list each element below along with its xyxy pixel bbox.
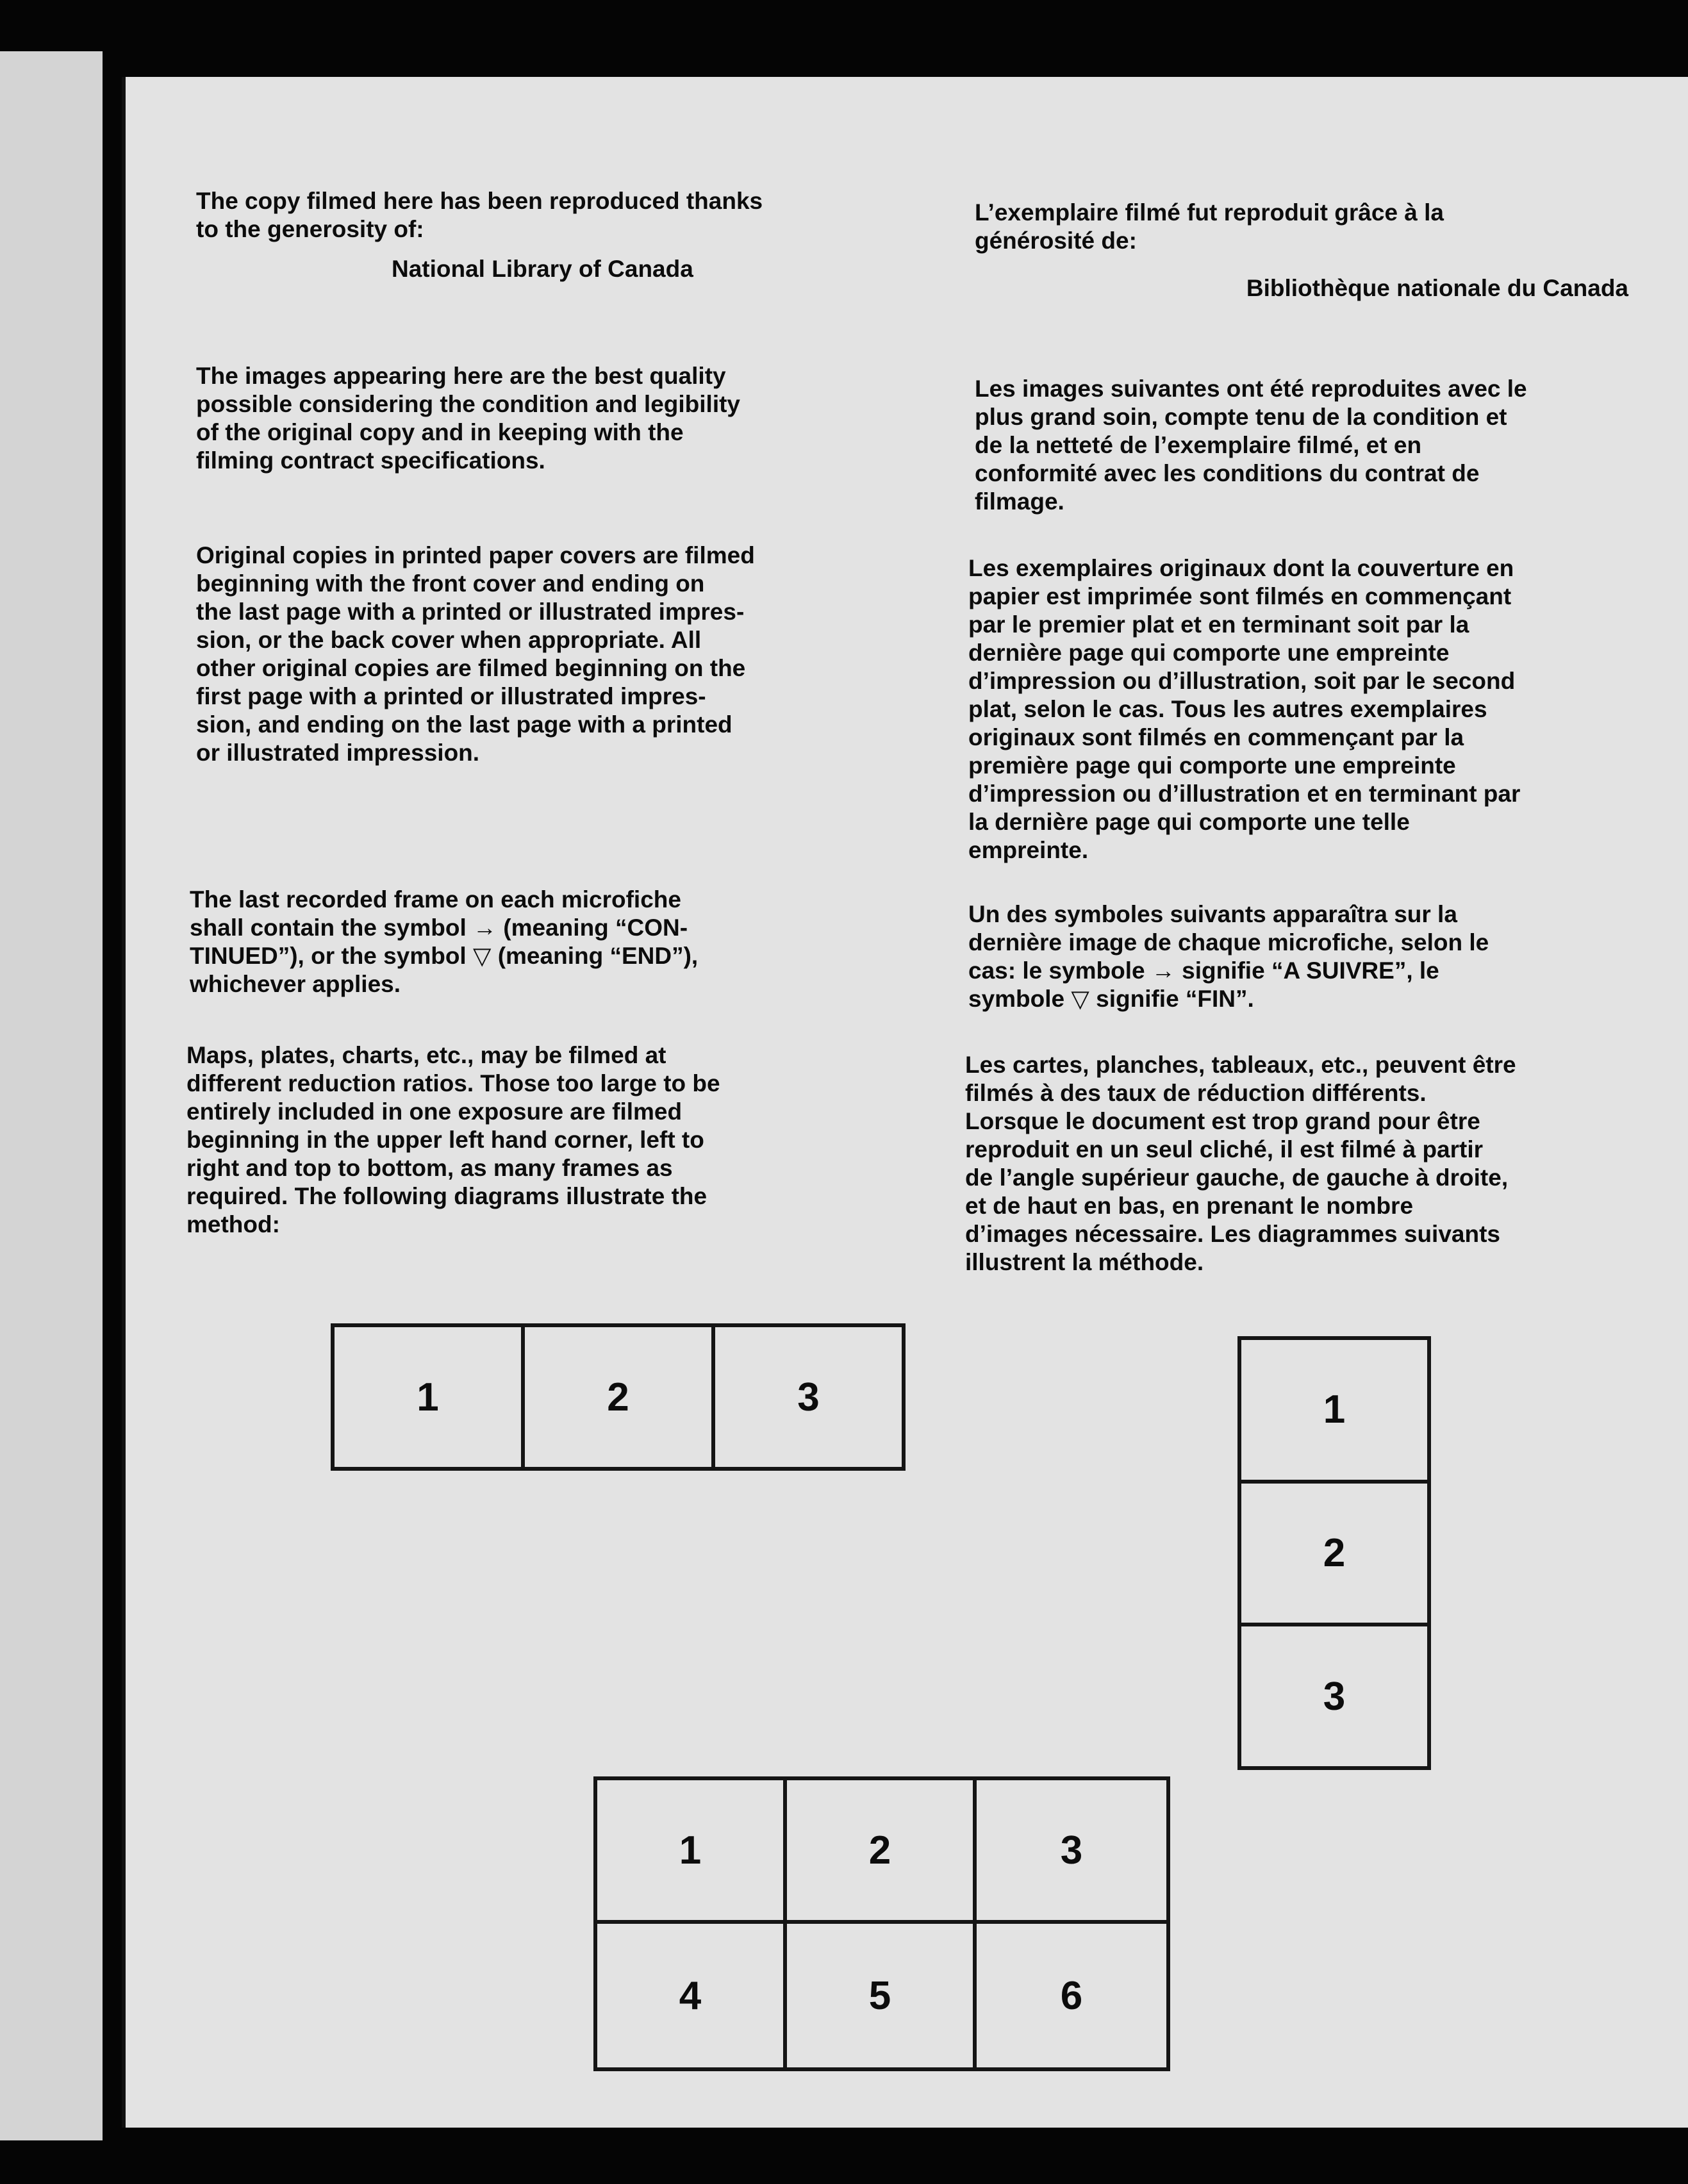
diagram-row-cell: 1 <box>335 1327 525 1467</box>
diagram-row <box>331 1323 906 1471</box>
english-thanks: The copy filmed here has been reproduced thanks to the generosity of: <box>196 188 763 242</box>
diagram-grid-cell: 1 <box>597 1780 787 1924</box>
diagram-grid-cell: 6 <box>1060 1973 1083 2018</box>
english-library: National Library of Canada <box>392 256 693 282</box>
diagram-row-cell: 2 <box>525 1327 715 1467</box>
french-symbols-paragraph <box>968 900 1628 1013</box>
diagram-grid <box>593 1776 1170 2071</box>
diagram-column-cell: 1 <box>1241 1340 1427 1484</box>
diagram-column-cell: 2 <box>1241 1484 1427 1627</box>
english-quality-text: The images appearing here are the best quality possible considering the condition and legibility of the original copy and in keeping with the filming contract specifications. <box>196 363 741 474</box>
english-column <box>196 187 837 283</box>
french-column <box>975 199 1628 302</box>
diagram-column-cell: 3 <box>1323 1674 1346 1719</box>
adjacent-page-strip <box>0 51 103 2140</box>
english-maps-paragraph <box>186 1041 827 1239</box>
english-symbols-text: The last recorded frame on each microfiche shall contain the symbol → (meaning “CON- TINUED”), or the symbol ▽ (meaning “END”), whichever applies. <box>190 886 699 997</box>
french-library: Bibliothèque nationale du Canada <box>1246 275 1628 301</box>
french-originals-text: Les exemplaires originaux dont la couverture en papier est imprimée sont filmés en commençant par le premier plat et en terminant soit par la dernière page qui comporte une empreinte d’impression ou d’illustration, soit par le second plat, selon le cas. Tous les autres exemplaires originaux sont filmés en commençant par la première page qui comporte une empreinte d’impression ou d’illustration et en terminant par la dernière page qui comporte une telle empreinte. <box>968 555 1521 863</box>
diagram-grid-cell: 4 <box>597 1924 787 2067</box>
french-maps-paragraph <box>965 1051 1632 1277</box>
french-quality-paragraph <box>975 375 1628 516</box>
english-maps-text: Maps, plates, charts, etc., may be filmed at different reduction ratios. Those too large to be entirely included in one exposure are filmed beginning in the upper left hand corner, left to right and top to bottom, as many frames as required. The following diagrams illustrate the method: <box>186 1042 720 1237</box>
french-maps-text: Les cartes, planches, tableaux, etc., peuvent être filmés à des taux de réduction différents. Lorsque le document est trop grand pour être reproduit en un seul cliché, il est filmé à partir de l’angle supérieur gauche, de gauche à droite, et de haut en bas, en prenant le nombre d’images nécessaire. Les diagrammes suivants illustrent la méthode. <box>965 1052 1516 1275</box>
diagram-grid-cell: 5 <box>787 1924 977 2067</box>
diagram-row-cell: 3 <box>797 1375 820 1419</box>
english-symbols-paragraph <box>190 886 831 998</box>
diagram-grid-cell: 3 <box>977 1780 1166 1924</box>
english-originals-paragraph <box>196 542 837 767</box>
diagram-column <box>1237 1336 1431 1770</box>
english-originals-text: Original copies in printed paper covers are filmed beginning with the front cover and ending on the last page with a printed or illustrated impres- sion, or the back cover when appropriate. All other original copies are filmed beginning on the first page with a printed or illustrated impres- sion, and ending on the last page with a printed or illustrated impression. <box>196 542 755 766</box>
english-quality-paragraph <box>196 362 837 475</box>
french-quality-text: Les images suivantes ont été reproduites avec le plus grand soin, compte tenu de la condition et de la netteté de l’exemplaire filmé, et en conformité avec les conditions du contrat de filmage. <box>975 376 1527 515</box>
french-originals-paragraph <box>968 554 1628 864</box>
french-symbols-text: Un des symboles suivants apparaîtra sur la dernière image de chaque microfiche, selon le cas: le symbole → signifie “A SUIVRE”, le symbole ▽ signifie “FIN”. <box>968 901 1489 1012</box>
french-thanks: L’exemplaire filmé fut reproduit grâce à la générosité de: <box>975 199 1444 254</box>
page <box>122 77 1688 2128</box>
diagram-grid-cell: 2 <box>787 1780 977 1924</box>
